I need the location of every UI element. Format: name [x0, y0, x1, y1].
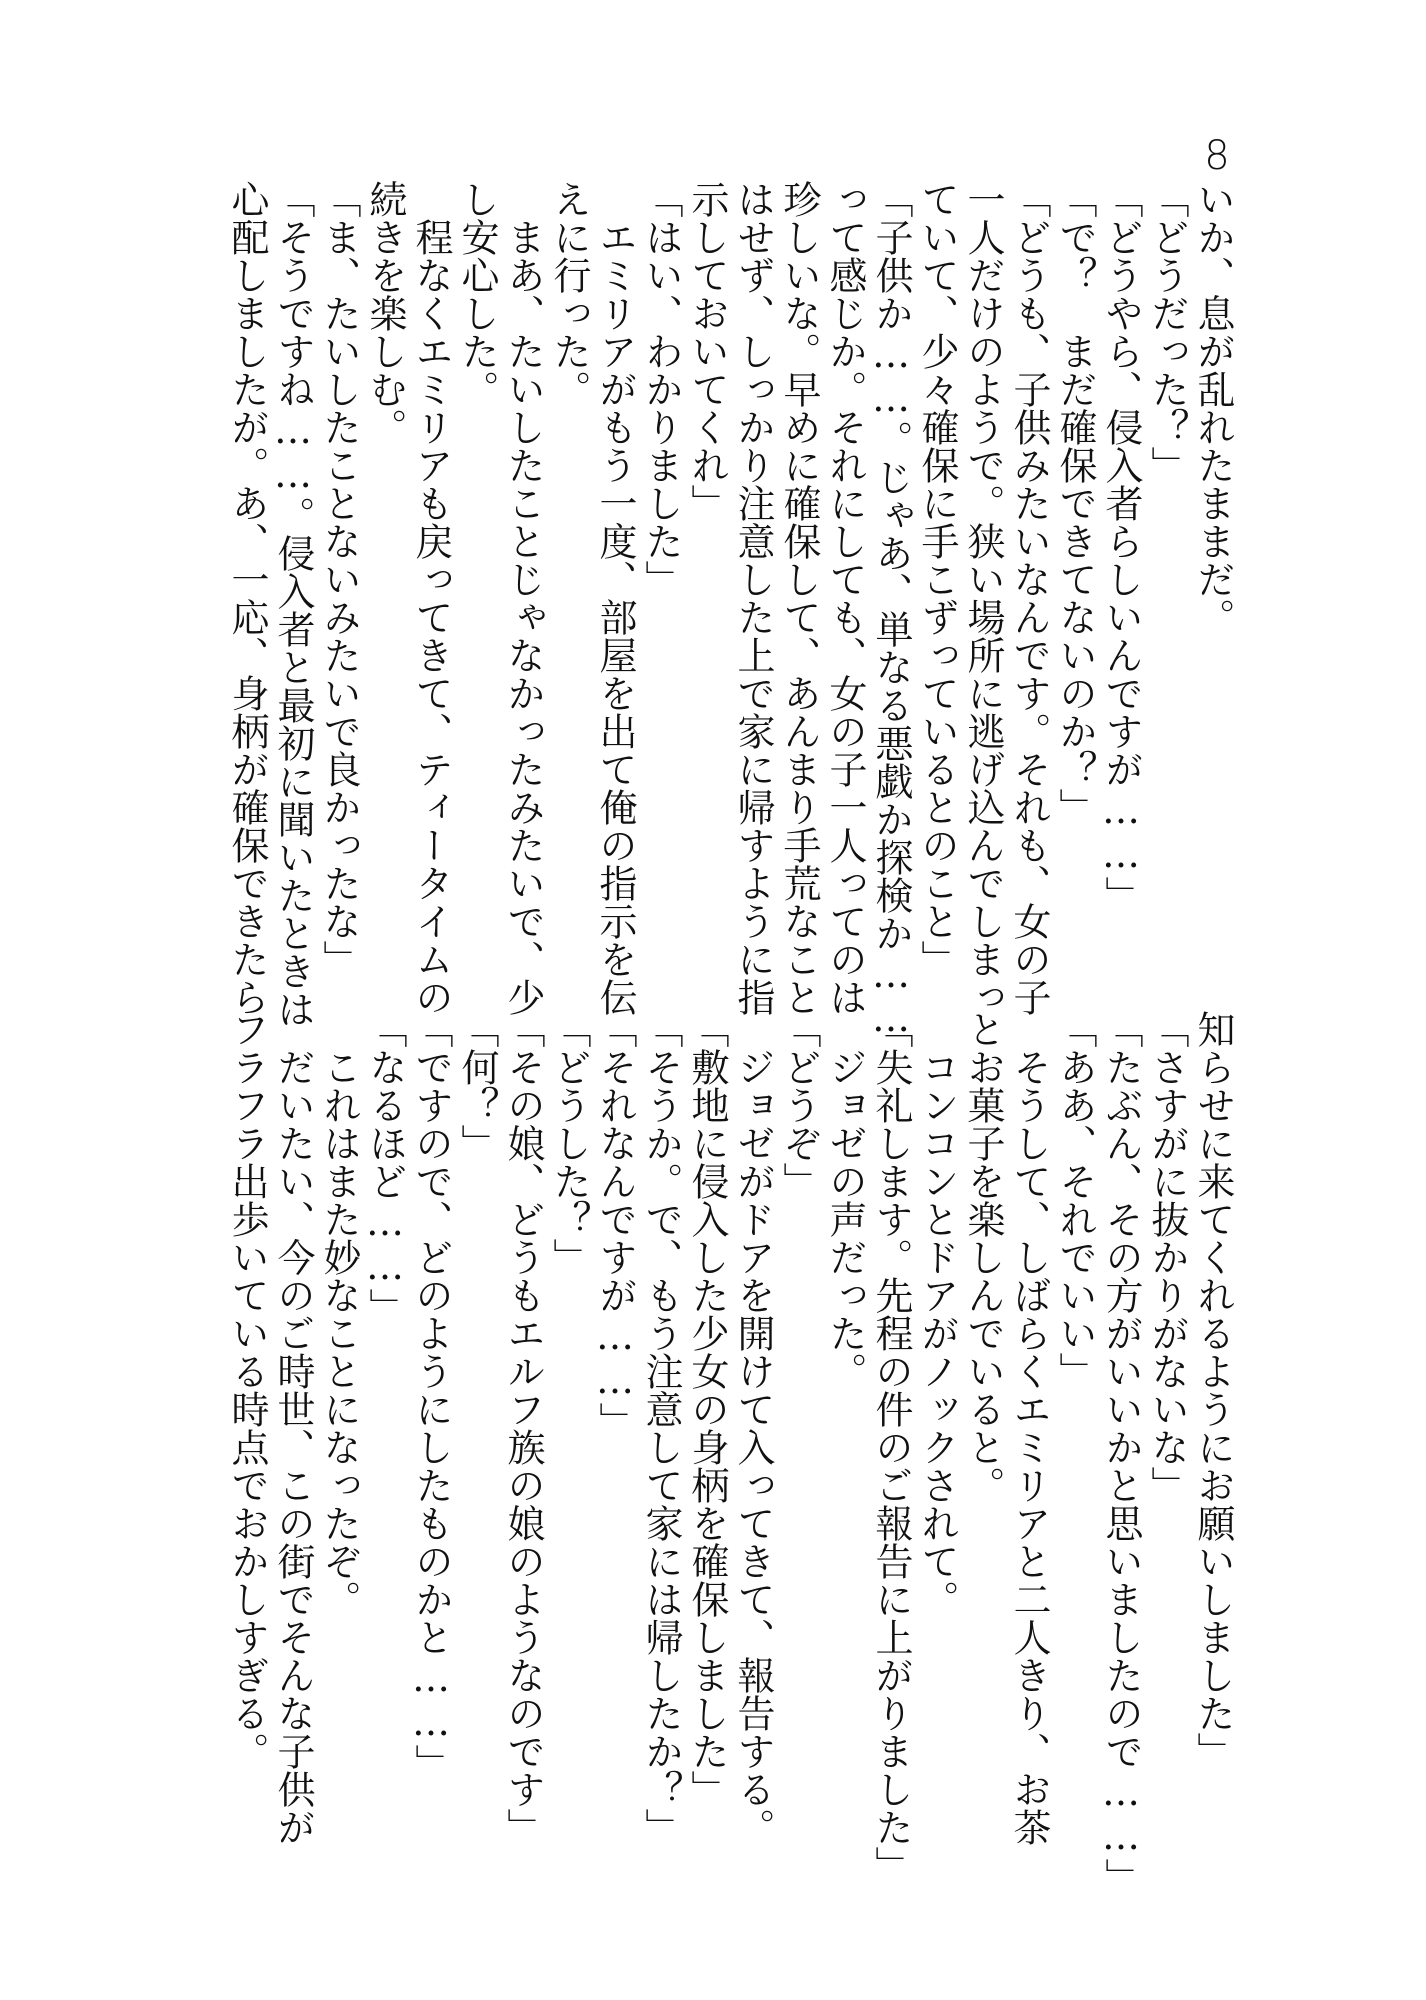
- text-column: 「敷地に侵入した少女の身柄を確保しました」: [685, 1010, 729, 1808]
- text-column: 「はい、わかりました」: [639, 180, 683, 598]
- page-number: 8: [1204, 133, 1230, 179]
- text-column: 「どうぞ」: [777, 1010, 821, 1200]
- text-column: 「ああ、それでいい」: [1053, 1010, 1097, 1390]
- text-column: 続きを楽しむ。: [363, 180, 407, 446]
- text-column: そうして、しばらくエミリアと二人きり、お茶: [1007, 1048, 1051, 1846]
- text-column: 「どうした？」: [547, 1010, 591, 1276]
- text-column: 「で？ まだ確保できてないのか？」: [1053, 180, 1097, 826]
- text-column: 示しておいてくれ」: [685, 180, 729, 522]
- text-column: ていて、少々確保に手こずっているとのこと」: [915, 180, 959, 978]
- text-column: 「どうも、子供みたいなんです。それも、女の子: [1007, 180, 1051, 1016]
- text-column: 「それなんですが……」: [593, 1010, 637, 1440]
- text-column: 「どうやら、侵入者らしいんですが……」: [1099, 180, 1143, 914]
- text-column: し安心した。: [455, 180, 499, 408]
- text-column: 程なくエミリアも戻ってきて、ティータイムの: [409, 218, 453, 1016]
- text-column: 「ま、たいしたことないみたいで良かったな」: [317, 180, 361, 978]
- text-block-bottom: [224, 1010, 1236, 1896]
- text-column: 「ですので、どのようにしたものかと……」: [409, 1010, 453, 1782]
- text-column: とお菓子を楽しんでいると。: [961, 1010, 1005, 1504]
- text-column: ジョゼがドアを開けて入ってきて、報告する。: [731, 1048, 775, 1846]
- text-column: 珍しいな。早めに確保して、あんまり手荒なこと: [777, 180, 821, 1016]
- text-column: エミリアがもう一度、部屋を出て俺の指示を伝: [593, 218, 637, 1016]
- text-column: 「さすがに抜かりがないな」: [1145, 1010, 1189, 1504]
- text-column: 知らせに来てくれるようにお願いしました」: [1191, 1010, 1235, 1770]
- text-column: はせず、しっかり注意した上で家に帰すように指: [731, 180, 775, 1016]
- text-column: 「子供か……。じゃあ、単なる悪戯か探検か……: [869, 180, 913, 1040]
- text-column: だいたい、今のご時世、この街でそんな子供が: [271, 1048, 315, 1846]
- text-column: ジョゼの声だった。: [823, 1048, 867, 1390]
- text-column: 「その娘、どうもエルフ族の娘のようなのです」: [501, 1010, 545, 1846]
- text-column: って感じか。それにしても、女の子一人ってのは: [823, 180, 867, 1016]
- text-column: これはまた妙なことになったぞ。: [317, 1048, 361, 1618]
- text-column: 一人だけのようで。狭い場所に逃げ込んでしまっ: [961, 180, 1005, 1016]
- text-column: 「なるほど……」: [363, 1010, 407, 1326]
- text-column: いか、息が乱れたままだ。: [1191, 180, 1235, 636]
- text-column: フラフラ出歩いている時点でおかしすぎる。: [225, 1010, 269, 1770]
- text-column: 「たぶん、その方がいいかと思いましたので……」: [1099, 1010, 1143, 1896]
- text-column: 「そうですね……。侵入者と最初に聞いたときは: [271, 180, 315, 1028]
- text-column: 「どうだった？」: [1145, 180, 1189, 484]
- text-column: コンコンとドアがノックされて。: [915, 1048, 959, 1618]
- text-column: 「何？」: [455, 1010, 499, 1162]
- text-column: えに行った。: [547, 180, 591, 408]
- text-column: 心配しましたが。あ、一応、身柄が確保できたら: [225, 180, 269, 1016]
- text-column: まあ、たいしたことじゃなかったみたいで、少: [501, 218, 545, 1016]
- text-block-top: [224, 180, 1236, 1040]
- text-column: 「そうか。で、もう注意して家には帰したか？」: [639, 1010, 683, 1846]
- text-column: 「失礼します。先程の件のご報告に上がりました」: [869, 1010, 913, 1884]
